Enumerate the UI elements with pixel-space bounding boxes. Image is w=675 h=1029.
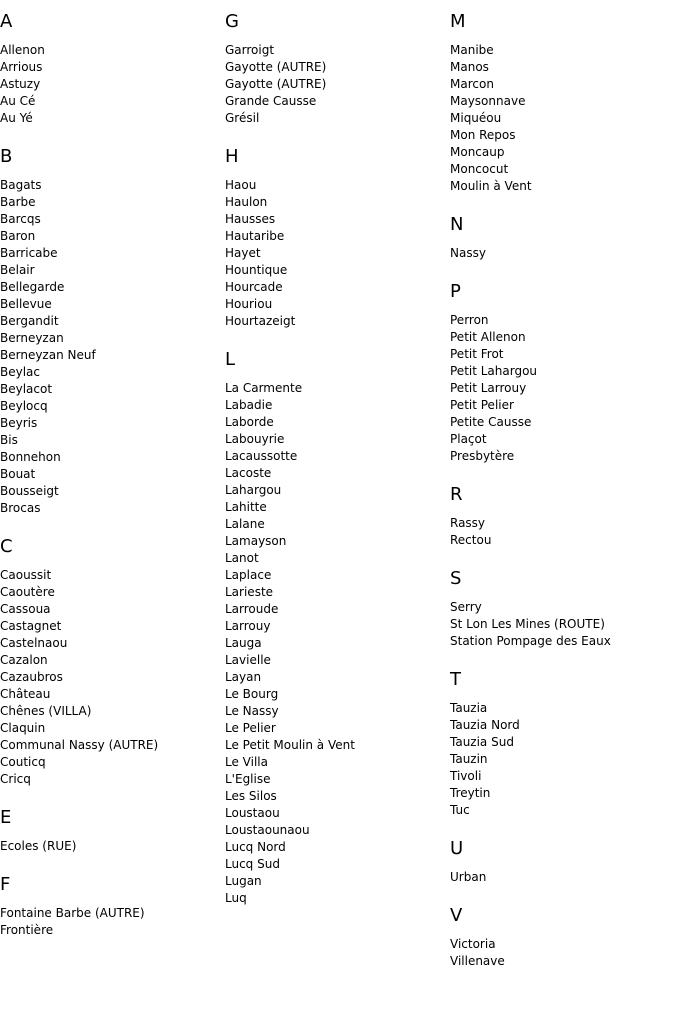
place-name: Layan — [225, 670, 262, 684]
place-name: Lucq Nord — [225, 840, 286, 854]
place-name: Barricabe — [0, 246, 58, 260]
place-name: Larrouy — [225, 619, 271, 633]
place-name: La Carmente — [225, 381, 303, 395]
place-name: Lamayson — [225, 534, 287, 548]
place-name: Bellevue — [0, 297, 52, 311]
place-name: Grande Causse — [225, 94, 317, 108]
place-name: Castagnet — [0, 619, 62, 633]
place-name: Couticq — [0, 755, 46, 769]
place-name: Perron — [450, 313, 489, 327]
place-name: Belair — [0, 263, 35, 277]
place-name: Tauzin — [450, 752, 488, 766]
letter-group-a — [0, 11, 225, 127]
place-name: Maysonnave — [450, 94, 526, 108]
place-list — [450, 42, 675, 195]
place-name: Astuzy — [0, 77, 41, 91]
place-name: Luq — [225, 891, 247, 905]
place-name: Victoria — [450, 937, 496, 951]
place-list — [450, 700, 675, 819]
index-column-2 — [225, 0, 450, 907]
letter-group-m — [450, 11, 675, 195]
place-name: Plaçot — [450, 432, 487, 446]
place-name: Haulon — [225, 195, 268, 209]
place-name: Nassy — [450, 246, 486, 260]
place-name: Station Pompage des Eaux — [450, 634, 611, 648]
letter-group-r — [450, 484, 675, 549]
place-name: Tauzia Nord — [450, 718, 520, 732]
place-name: Lucq Sud — [225, 857, 280, 871]
place-name: Moulin à Vent — [450, 179, 532, 193]
place-name: Au Cé — [0, 94, 36, 108]
place-name: Loustaou — [225, 806, 280, 820]
place-name: Petit Allenon — [450, 330, 526, 344]
place-name: Miquéou — [450, 111, 502, 125]
place-name: Berneyzan Neuf — [0, 348, 96, 362]
place-name: Mon Repos — [450, 128, 516, 142]
place-name: Lanot — [225, 551, 259, 565]
place-name: Le Bourg — [225, 687, 279, 701]
place-name: Le Villa — [225, 755, 268, 769]
place-name: Castelnaou — [0, 636, 68, 650]
place-list — [450, 515, 675, 549]
place-name: Bouat — [0, 467, 36, 481]
place-name: Le Nassy — [225, 704, 279, 718]
index-column-3 — [450, 0, 675, 970]
place-name: Cassoua — [0, 602, 51, 616]
place-name: Petit Frot — [450, 347, 504, 361]
place-name: Beylocq — [0, 399, 48, 413]
place-list — [0, 42, 225, 127]
place-name: Lugan — [225, 874, 262, 888]
letter-heading: N — [450, 214, 464, 235]
place-name: Petit Lahargou — [450, 364, 538, 378]
place-name: Garroigt — [225, 43, 275, 57]
letter-heading: A — [0, 11, 13, 32]
letter-heading: G — [225, 11, 239, 32]
place-name: Rassy — [450, 516, 486, 530]
index-column-1 — [0, 0, 225, 939]
letter-heading: E — [0, 807, 12, 828]
letter-heading: R — [450, 484, 463, 505]
place-name: Treytin — [450, 786, 491, 800]
place-name: Beylacot — [0, 382, 53, 396]
letter-group-v — [450, 905, 675, 970]
letter-heading: L — [225, 349, 236, 370]
place-name: Labadie — [225, 398, 273, 412]
letter-heading: P — [450, 281, 461, 302]
place-name: Laborde — [225, 415, 274, 429]
place-name: Caoutère — [0, 585, 55, 599]
place-name: L'Eglise — [225, 772, 271, 786]
place-name: Manos — [450, 60, 489, 74]
place-name: Larieste — [225, 585, 274, 599]
letter-group-f — [0, 874, 225, 939]
place-name: Tauzia Sud — [450, 735, 514, 749]
place-name: Frontière — [0, 923, 54, 937]
place-name: Marcon — [450, 77, 494, 91]
letter-group-n — [450, 214, 675, 262]
place-name: Hourtazeigt — [225, 314, 296, 328]
place-name: Claquin — [0, 721, 46, 735]
place-name: Brocas — [0, 501, 41, 515]
place-list — [225, 42, 450, 127]
place-name: Manibe — [450, 43, 494, 57]
place-name: Petite Causse — [450, 415, 532, 429]
place-name: Fontaine Barbe (AUTRE) — [0, 906, 145, 920]
place-name: Moncocut — [450, 162, 509, 176]
letter-heading: U — [450, 838, 464, 859]
letter-heading: C — [0, 536, 13, 557]
letter-group-g — [225, 11, 450, 127]
place-name: Gayotte (AUTRE) — [225, 77, 327, 91]
place-name: Château — [0, 687, 51, 701]
place-name: Hayet — [225, 246, 261, 260]
place-name: St Lon Les Mines (ROUTE) — [450, 617, 605, 631]
place-name: Bonnehon — [0, 450, 61, 464]
place-name: Loustaounaou — [225, 823, 310, 837]
place-name: Berneyzan — [0, 331, 64, 345]
place-list — [225, 380, 450, 907]
place-list — [450, 936, 675, 970]
place-name: Petit Pelier — [450, 398, 514, 412]
place-list — [450, 599, 675, 650]
letter-group-h — [225, 146, 450, 330]
place-name: Barbe — [0, 195, 36, 209]
letter-heading: F — [0, 874, 11, 895]
place-name: Lahitte — [225, 500, 267, 514]
place-name: Tivoli — [450, 769, 482, 783]
letter-heading: H — [225, 146, 239, 167]
place-name: Lauga — [225, 636, 262, 650]
place-name: Hausses — [225, 212, 276, 226]
place-name: Labouyrie — [225, 432, 285, 446]
place-name: Barcqs — [0, 212, 41, 226]
letter-group-b — [0, 146, 225, 517]
place-list — [450, 245, 675, 262]
place-name: Hautaribe — [225, 229, 285, 243]
place-name: Tauzia — [450, 701, 488, 715]
place-name: Lalane — [225, 517, 265, 531]
place-name: Cazalon — [0, 653, 48, 667]
place-name: Le Pelier — [225, 721, 276, 735]
place-list — [0, 567, 225, 788]
letter-heading: B — [0, 146, 13, 167]
place-name: Grésil — [225, 111, 260, 125]
place-list — [0, 905, 225, 939]
place-name: Bousseigt — [0, 484, 59, 498]
letter-group-l — [225, 349, 450, 907]
place-name: Arrious — [0, 60, 43, 74]
place-name: Bagats — [0, 178, 42, 192]
letter-heading: S — [450, 568, 462, 589]
place-list — [0, 177, 225, 517]
place-name: Larroude — [225, 602, 279, 616]
place-name: Caoussit — [0, 568, 52, 582]
place-list — [0, 838, 225, 855]
place-name: Beylac — [0, 365, 41, 379]
place-name: Bergandit — [0, 314, 59, 328]
place-name: Le Petit Moulin à Vent — [225, 738, 355, 752]
place-name: Allenon — [0, 43, 45, 57]
place-name: Baron — [0, 229, 36, 243]
place-name: Presbytère — [450, 449, 515, 463]
place-list — [450, 869, 675, 886]
place-name: Beyris — [0, 416, 38, 430]
letter-heading: M — [450, 11, 466, 32]
place-name: Haou — [225, 178, 257, 192]
letter-group-t — [450, 669, 675, 819]
place-name: Hourcade — [225, 280, 283, 294]
place-name: Villenave — [450, 954, 505, 968]
letter-group-p — [450, 281, 675, 465]
place-name: Cricq — [0, 772, 31, 786]
place-list — [225, 177, 450, 330]
place-name: Cazaubros — [0, 670, 63, 684]
place-name: Lacoste — [225, 466, 272, 480]
place-name: Serry — [450, 600, 482, 614]
place-name: Ecoles (RUE) — [0, 839, 77, 853]
place-name: Lahargou — [225, 483, 282, 497]
place-name: Houriou — [225, 297, 273, 311]
place-name: Urban — [450, 870, 487, 884]
place-name: Laplace — [225, 568, 272, 582]
place-list — [450, 312, 675, 465]
place-name: Lacaussotte — [225, 449, 298, 463]
place-name: Tuc — [450, 803, 470, 817]
place-name: Bellegarde — [0, 280, 65, 294]
letter-heading: V — [450, 905, 463, 926]
place-name: Petit Larrouy — [450, 381, 527, 395]
letter-group-c — [0, 536, 225, 788]
place-name: Hountique — [225, 263, 288, 277]
place-name: Lavielle — [225, 653, 271, 667]
place-name: Gayotte (AUTRE) — [225, 60, 327, 74]
letter-heading: T — [450, 669, 461, 690]
place-name: Au Yé — [0, 111, 33, 125]
place-name: Rectou — [450, 533, 492, 547]
place-name: Bis — [0, 433, 18, 447]
letter-group-u — [450, 838, 675, 886]
letter-group-s — [450, 568, 675, 650]
place-name: Chênes (VILLA) — [0, 704, 92, 718]
place-name: Les Silos — [225, 789, 277, 803]
letter-group-e — [0, 807, 225, 855]
place-name: Moncaup — [450, 145, 505, 159]
place-name: Communal Nassy (AUTRE) — [0, 738, 159, 752]
